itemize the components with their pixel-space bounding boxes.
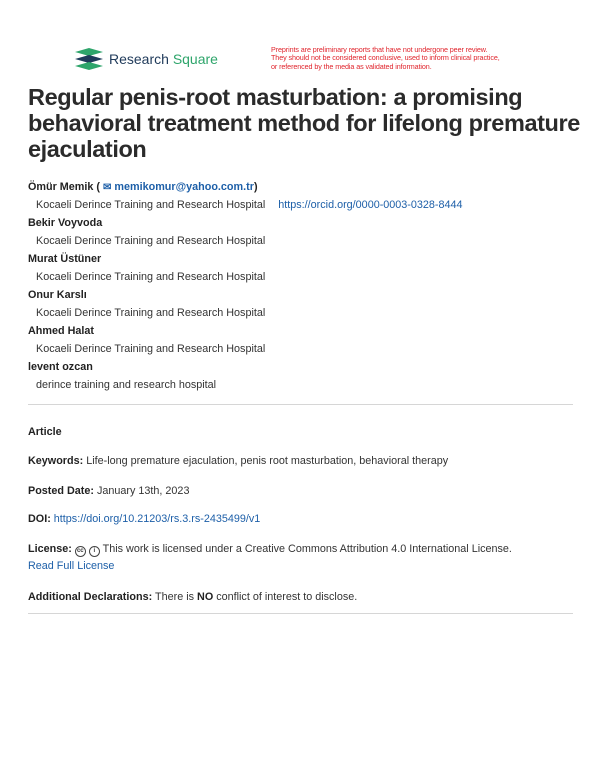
divider <box>28 613 573 614</box>
preprint-notice <box>271 46 541 71</box>
declarations-label: Additional Declarations: <box>28 591 153 603</box>
posted-label: Posted Date: <box>28 485 94 497</box>
envelope-icon: ✉ <box>103 182 112 193</box>
posted-date <box>28 483 578 500</box>
preprint-line: or referenced by the media as validated information. <box>271 61 432 71</box>
author-affiliation: Kocaeli Derince Training and Research Hospital <box>36 307 266 319</box>
preprint-line: Preprints are preliminary reports that have not undergone peer review. <box>271 45 488 54</box>
creative-commons-icon: cc <box>75 546 86 557</box>
brand-second: Square <box>172 51 218 67</box>
author-name: Ömür Memik ( ✉ memikomur@yahoo.com.tr) <box>28 181 258 193</box>
keywords-value: Life-long premature ejaculation, penis root masturbation, behavioral therapy <box>86 455 449 467</box>
keywords <box>28 453 578 470</box>
author-list <box>28 180 578 396</box>
doi <box>28 511 578 528</box>
orcid-link[interactable]: https://orcid.org/0000-0003-0328-8444 <box>278 199 463 211</box>
license-label: License: <box>28 543 72 555</box>
paper-title: Regular penis-root masturbation: a promising behavioral treatment method for lifelong premature ejaculation <box>28 84 580 162</box>
brand-name <box>109 51 218 67</box>
author-name: Bekir Voyvoda <box>28 217 103 229</box>
research-square-logo-icon <box>75 48 103 70</box>
license-text: This work is licensed under a Creative Commons Attribution 4.0 International License. <box>102 543 512 555</box>
author-affiliation: Kocaeli Derince Training and Research Hospital https://orcid.org/0000-0003-0328-8444 <box>36 199 463 211</box>
author-affiliation: Kocaeli Derince Training and Research Hospital <box>36 271 266 283</box>
author-affiliation: derince training and research hospital <box>36 379 217 391</box>
author-affiliation: Kocaeli Derince Training and Research Hospital <box>36 343 266 355</box>
additional-declarations: Additional Declarations: There is NO conflict of interest to disclose. <box>28 591 358 603</box>
license <box>28 541 578 575</box>
author-affiliation: Kocaeli Derince Training and Research Hospital <box>36 235 266 247</box>
author-name: Ahmed Halat <box>28 325 94 337</box>
divider <box>28 404 573 405</box>
brand-first: Research <box>109 51 169 67</box>
preprint-line: They should not be considered conclusive, used to inform clinical practice, <box>271 53 500 63</box>
author-name: Murat Üstüner <box>28 253 102 265</box>
attribution-icon: i <box>89 546 100 557</box>
header <box>75 46 535 76</box>
author-name: Onur Karslı <box>28 289 87 301</box>
doi-label: DOI: <box>28 513 51 525</box>
author-name: levent ozcan <box>28 361 93 373</box>
author-email-link[interactable]: memikomur@yahoo.com.tr <box>114 181 254 193</box>
posted-value: January 13th, 2023 <box>97 485 190 497</box>
keywords-label: Keywords: <box>28 455 84 467</box>
doi-link[interactable]: https://doi.org/10.21203/rs.3.rs-2435499/v1 <box>53 513 261 525</box>
article-type: Article <box>28 426 62 438</box>
logo[interactable] <box>75 48 218 70</box>
read-full-license-link[interactable]: Read Full License <box>28 560 115 572</box>
